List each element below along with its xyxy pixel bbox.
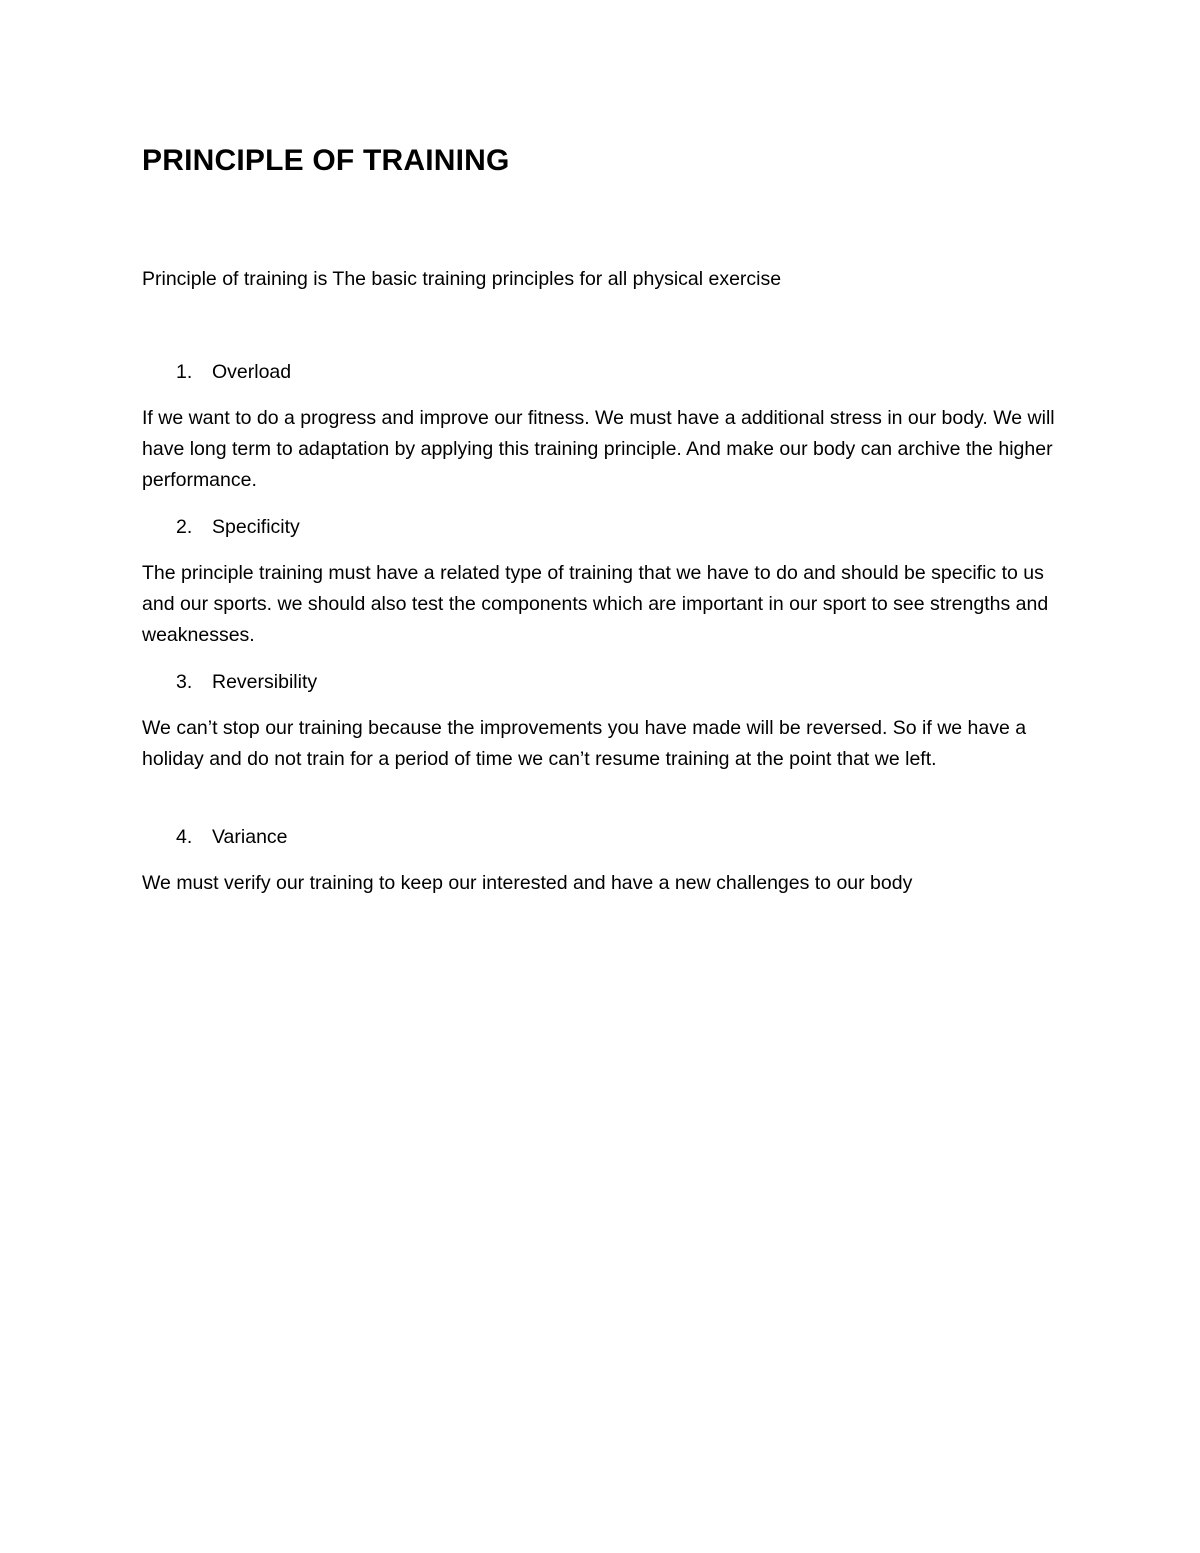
list-item-body: We can’t stop our training because the improvements you have made will be reversed. So if we have a holiday and do not train for a period of time we can’t resume training at the point that we left. [142, 717, 1027, 770]
list-item-body: The principle training must have a related type of training that we have to do and should be specific to us and our sports. we should also test the components which are important in our sport to see strengths and weaknesses. [142, 562, 1049, 646]
list-item-heading [176, 671, 317, 694]
list-item-heading [176, 826, 288, 849]
list-item-title: Overload [212, 361, 292, 383]
list-item-body: We must verify our training to keep our interested and have a new challenges to our body [142, 872, 913, 894]
list-item-number: 3. [176, 671, 193, 693]
list-item-number: 2. [176, 516, 193, 538]
list-item-title: Variance [212, 826, 288, 848]
list-item-number: 1. [176, 361, 193, 383]
document-title: PRINCIPLE OF TRAINING [142, 144, 510, 177]
intro-paragraph: Principle of training is The basic training principles for all physical exercise [142, 268, 782, 290]
list-item-heading [176, 516, 300, 539]
list-item-number: 4. [176, 826, 193, 848]
list-item-heading [176, 361, 291, 384]
list-item-title: Reversibility [212, 671, 318, 693]
list-item-title: Specificity [212, 516, 300, 538]
list-item-body: If we want to do a progress and improve our fitness. We must have a additional stress in our body. We will have long term to adaptation by applying this training principle. And make our body can archive the higher performance. [142, 407, 1055, 491]
